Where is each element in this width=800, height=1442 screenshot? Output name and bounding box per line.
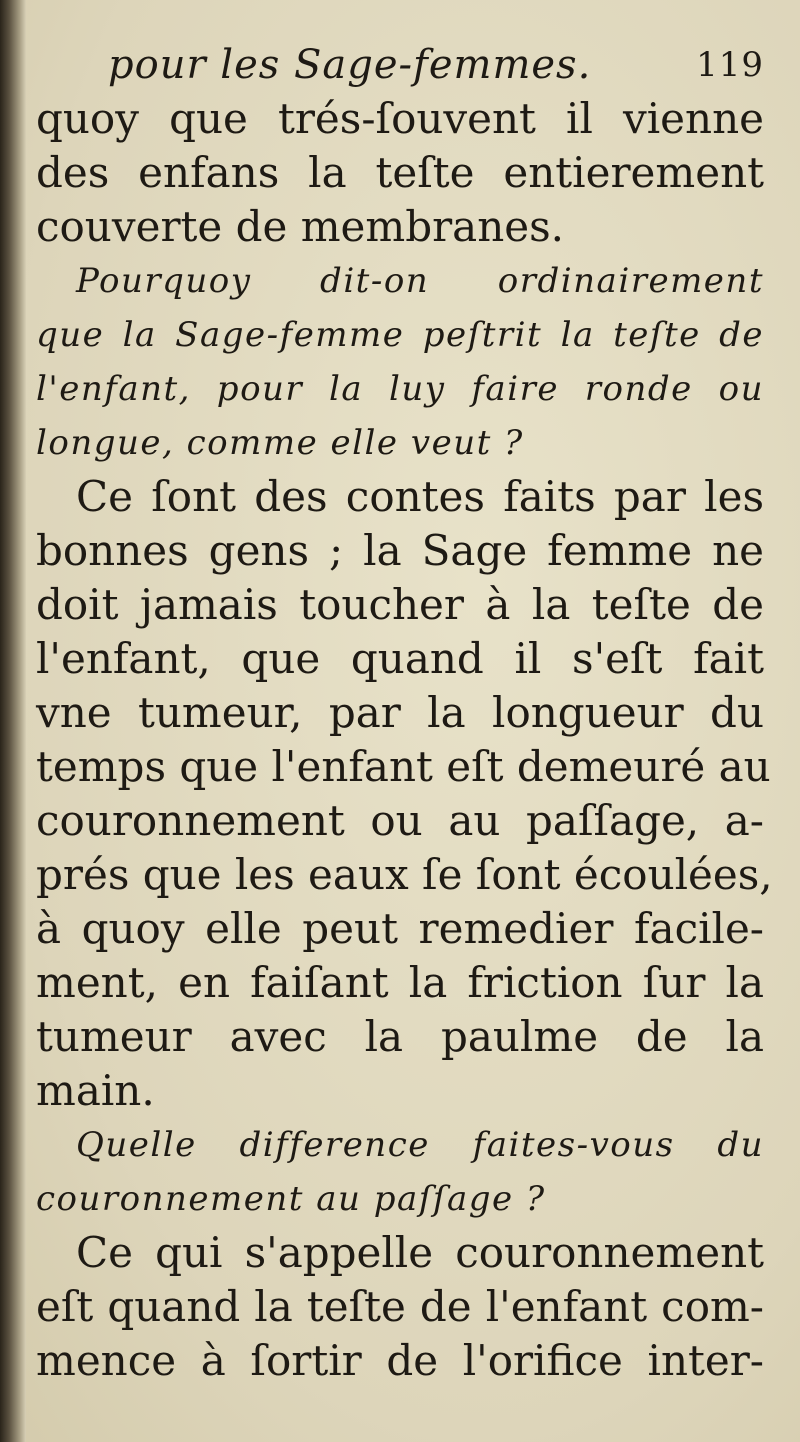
question-line: l'enfant, pour la luy faire ronde ou [36, 369, 764, 409]
question-line: Quelle difference faites-vous du [76, 1125, 764, 1165]
text-line: tumeur avec la paulme de la [36, 1012, 764, 1061]
text-line: Ce qui s'appelle couronnement [76, 1228, 764, 1277]
page-text [36, 38, 773, 1388]
text-line: Ce ſont des contes faits par les [76, 472, 764, 521]
text-line: doit jamais toucher à la teſte de [36, 580, 764, 629]
question-line: longue, comme elle veut ? [36, 423, 524, 463]
page-gutter [0, 0, 26, 1442]
text-line: bonnes gens ; la Sage femme ne [36, 526, 764, 575]
running-title: pour les Sage-femmes. [108, 42, 592, 88]
text-line: eſt quand la teſte de l'enfant com- [36, 1282, 764, 1331]
text-line: temps que l'enfant eſt demeuré au [36, 742, 771, 791]
text-line: couverte de membranes. [36, 202, 565, 251]
running-header [36, 38, 764, 92]
text-line: prés que les eaux ſe ſont écoulées, [36, 850, 773, 899]
question-line: Pourquoy dit-on ordinairement [76, 261, 764, 301]
text-line: mence à ſortir de l'orifice inter- [36, 1336, 764, 1385]
text-line: quoy que trés-ſouvent il vienne [36, 94, 764, 143]
text-line: ment, en faiſant la friction ſur la [36, 958, 764, 1007]
text-line: des enfans la teſte entierement [36, 148, 764, 197]
text-line: l'enfant, que quand il s'eſt fait [36, 634, 764, 683]
question-line: couronnement au paſſage ? [36, 1179, 546, 1219]
page-number: 119 [696, 45, 764, 85]
question-line: que la Sage-femme peſtrit la teſte de [36, 315, 764, 355]
text-line: main. [36, 1066, 155, 1115]
text-line: couronnement ou au paſſage, a- [36, 796, 764, 845]
text-line: vne tumeur, par la longueur du [36, 688, 764, 737]
text-line: à quoy elle peut remedier facile- [36, 904, 764, 953]
